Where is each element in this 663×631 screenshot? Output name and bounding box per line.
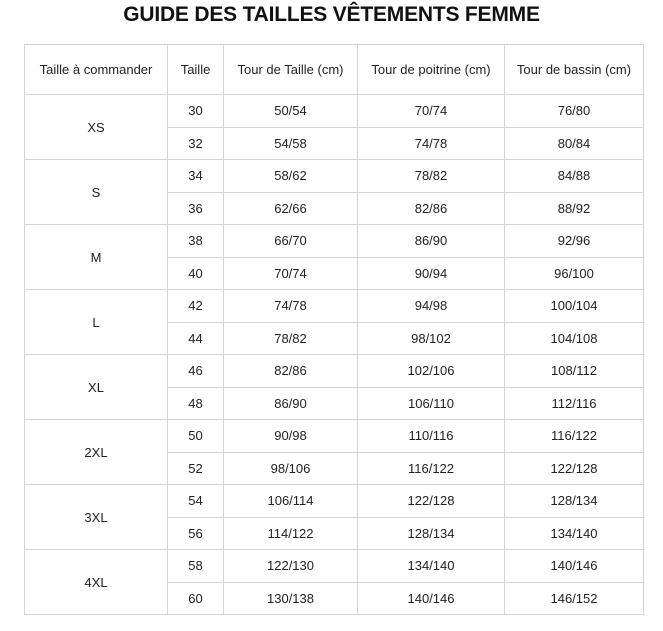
chest-cell: 116/122 [358, 452, 505, 485]
size-number-cell: 38 [168, 225, 224, 258]
waist-cell: 50/54 [224, 95, 358, 128]
order-size-cell: XS [25, 95, 168, 160]
waist-cell: 98/106 [224, 452, 358, 485]
table-row [25, 160, 644, 193]
order-size-cell: M [25, 225, 168, 290]
chest-cell: 122/128 [358, 485, 505, 518]
chest-cell: 106/110 [358, 387, 505, 420]
waist-cell: 54/58 [224, 127, 358, 160]
order-size-cell: XL [25, 355, 168, 420]
hips-cell: 128/134 [505, 485, 644, 518]
table-row [25, 95, 644, 128]
hips-cell: 84/88 [505, 160, 644, 193]
order-size-cell: 2XL [25, 420, 168, 485]
size-number-cell: 48 [168, 387, 224, 420]
waist-cell: 122/130 [224, 550, 358, 583]
waist-cell: 130/138 [224, 582, 358, 615]
waist-cell: 114/122 [224, 517, 358, 550]
chest-cell: 86/90 [358, 225, 505, 258]
waist-cell: 74/78 [224, 290, 358, 323]
table-row [25, 550, 644, 583]
waist-cell: 62/66 [224, 192, 358, 225]
chest-cell: 110/116 [358, 420, 505, 453]
size-number-cell: 42 [168, 290, 224, 323]
waist-cell: 58/62 [224, 160, 358, 193]
table-header-row [25, 45, 644, 95]
chest-cell: 82/86 [358, 192, 505, 225]
chest-cell: 70/74 [358, 95, 505, 128]
header-order-size: Taille à commander [25, 45, 168, 95]
table-body [25, 95, 644, 615]
table-row [25, 225, 644, 258]
order-size-cell: S [25, 160, 168, 225]
size-number-cell: 60 [168, 582, 224, 615]
waist-cell: 86/90 [224, 387, 358, 420]
chest-cell: 78/82 [358, 160, 505, 193]
chest-cell: 98/102 [358, 322, 505, 355]
table-row [25, 485, 644, 518]
waist-cell: 70/74 [224, 257, 358, 290]
size-guide-table [24, 44, 644, 615]
size-number-cell: 46 [168, 355, 224, 388]
chest-cell: 128/134 [358, 517, 505, 550]
header-size: Taille [168, 45, 224, 95]
hips-cell: 140/146 [505, 550, 644, 583]
page-title: GUIDE DES TAILLES VÊTEMENTS FEMME [123, 3, 540, 26]
hips-cell: 80/84 [505, 127, 644, 160]
size-number-cell: 50 [168, 420, 224, 453]
chest-cell: 74/78 [358, 127, 505, 160]
table-row [25, 290, 644, 323]
chest-cell: 90/94 [358, 257, 505, 290]
chest-cell: 140/146 [358, 582, 505, 615]
hips-cell: 146/152 [505, 582, 644, 615]
hips-cell: 134/140 [505, 517, 644, 550]
order-size-cell: 3XL [25, 485, 168, 550]
header-hips: Tour de bassin (cm) [505, 45, 644, 95]
hips-cell: 88/92 [505, 192, 644, 225]
chest-cell: 134/140 [358, 550, 505, 583]
waist-cell: 90/98 [224, 420, 358, 453]
waist-cell: 82/86 [224, 355, 358, 388]
size-number-cell: 30 [168, 95, 224, 128]
hips-cell: 76/80 [505, 95, 644, 128]
header-waist: Tour de Taille (cm) [224, 45, 358, 95]
size-number-cell: 56 [168, 517, 224, 550]
hips-cell: 104/108 [505, 322, 644, 355]
size-number-cell: 44 [168, 322, 224, 355]
header-chest: Tour de poitrine (cm) [358, 45, 505, 95]
hips-cell: 96/100 [505, 257, 644, 290]
hips-cell: 100/104 [505, 290, 644, 323]
waist-cell: 66/70 [224, 225, 358, 258]
table-row [25, 355, 644, 388]
size-number-cell: 34 [168, 160, 224, 193]
hips-cell: 122/128 [505, 452, 644, 485]
waist-cell: 78/82 [224, 322, 358, 355]
hips-cell: 108/112 [505, 355, 644, 388]
size-number-cell: 52 [168, 452, 224, 485]
order-size-cell: L [25, 290, 168, 355]
size-number-cell: 32 [168, 127, 224, 160]
hips-cell: 112/116 [505, 387, 644, 420]
size-number-cell: 54 [168, 485, 224, 518]
order-size-cell: 4XL [25, 550, 168, 615]
chest-cell: 102/106 [358, 355, 505, 388]
table-row [25, 420, 644, 453]
chest-cell: 94/98 [358, 290, 505, 323]
size-number-cell: 36 [168, 192, 224, 225]
hips-cell: 116/122 [505, 420, 644, 453]
size-number-cell: 58 [168, 550, 224, 583]
hips-cell: 92/96 [505, 225, 644, 258]
waist-cell: 106/114 [224, 485, 358, 518]
size-number-cell: 40 [168, 257, 224, 290]
